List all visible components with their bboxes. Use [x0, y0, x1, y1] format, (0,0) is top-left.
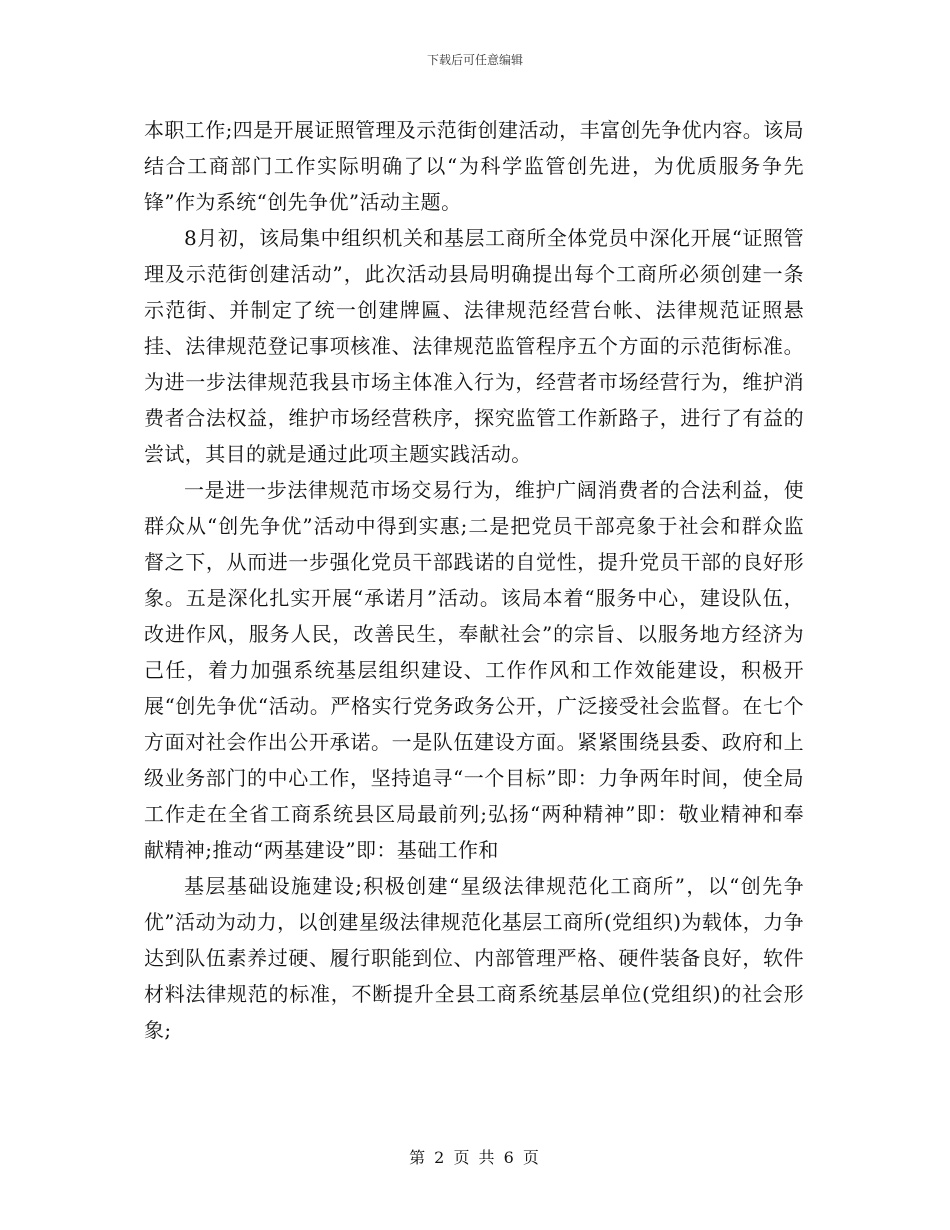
document-body: [144, 112, 804, 1048]
paragraph-market-regulation: 一是进一步法律规范市场交易行为，维护广阔消费者的合法利益，使群众从“创先争优”活动中得到实惠;二是把党员干部亮象于社会和群众监督之下，从而进一步强化党员干部践诺的自觉性，提升党员干部的良好形象。五是深化扎实开展“承诺月”活动。该局本着“服务中心，建设队伍，改进作风，服务人民，改善民生，奉献社会”的宗旨、以服务地方经济为己任，着力加强系统基层组织建设、工作作风和工作效能建设，积极开展“创先争优“活动。严格实行党务政务公开，广泛接受社会监督。在七个方面对社会作出公开承诺。一是队伍建设方面。紧紧围绕县委、政府和上级业务部门的中心工作，坚持追寻“一个目标”即：力争两年时间，使全局工作走在全省工商系统县区局最前列;弘扬“两种精神”即：敬业精神和奉献精神;推动“两基建设”即：基础工作和: [144, 478, 804, 862]
page-header: 下载后可任意编辑: [426, 53, 523, 67]
page-footer: 第 2 页 共 6 页: [409, 1148, 541, 1167]
paragraph-grassroots: 基层基础设施建设;积极创建“星级法律规范化工商所”，以“创先争优”活动为动力，以创建星级法律规范化基层工商所(党组织)为载体，力争达到队伍素养过硬、履行职能到位、内部管理严格、硬件装备良好，软件材料法律规范的标准，不断提升全县工商系统基层单位(党组织)的社会形象;: [144, 874, 804, 1042]
paragraph-continued: 本职工作;四是开展证照管理及示范街创建活动，丰富创先争优内容。该局结合工商部门工作实际明确了以“为科学监管创先进，为优质服务争先锋”作为系统“创先争优”活动主题。: [144, 118, 804, 214]
paragraph-august: 8月初，该局集中组织机关和基层工商所全体党员中深化开展“证照管理及示范街创建活动”，此次活动县局明确提出每个工商所必须创建一条示范街、并制定了统一创建牌匾、法律规范经营台帐、法律规范证照悬挂、法律规范登记事项核准、法律规范监管程序五个方面的示范街标准。为进一步法律规范我县市场主体准入行为，经营者市场经营行为，维护消费者合法权益，维护市场经营秩序，探究监管工作新路子，进行了有益的尝试，其目的就是通过此项主题实践活动。: [144, 226, 804, 466]
